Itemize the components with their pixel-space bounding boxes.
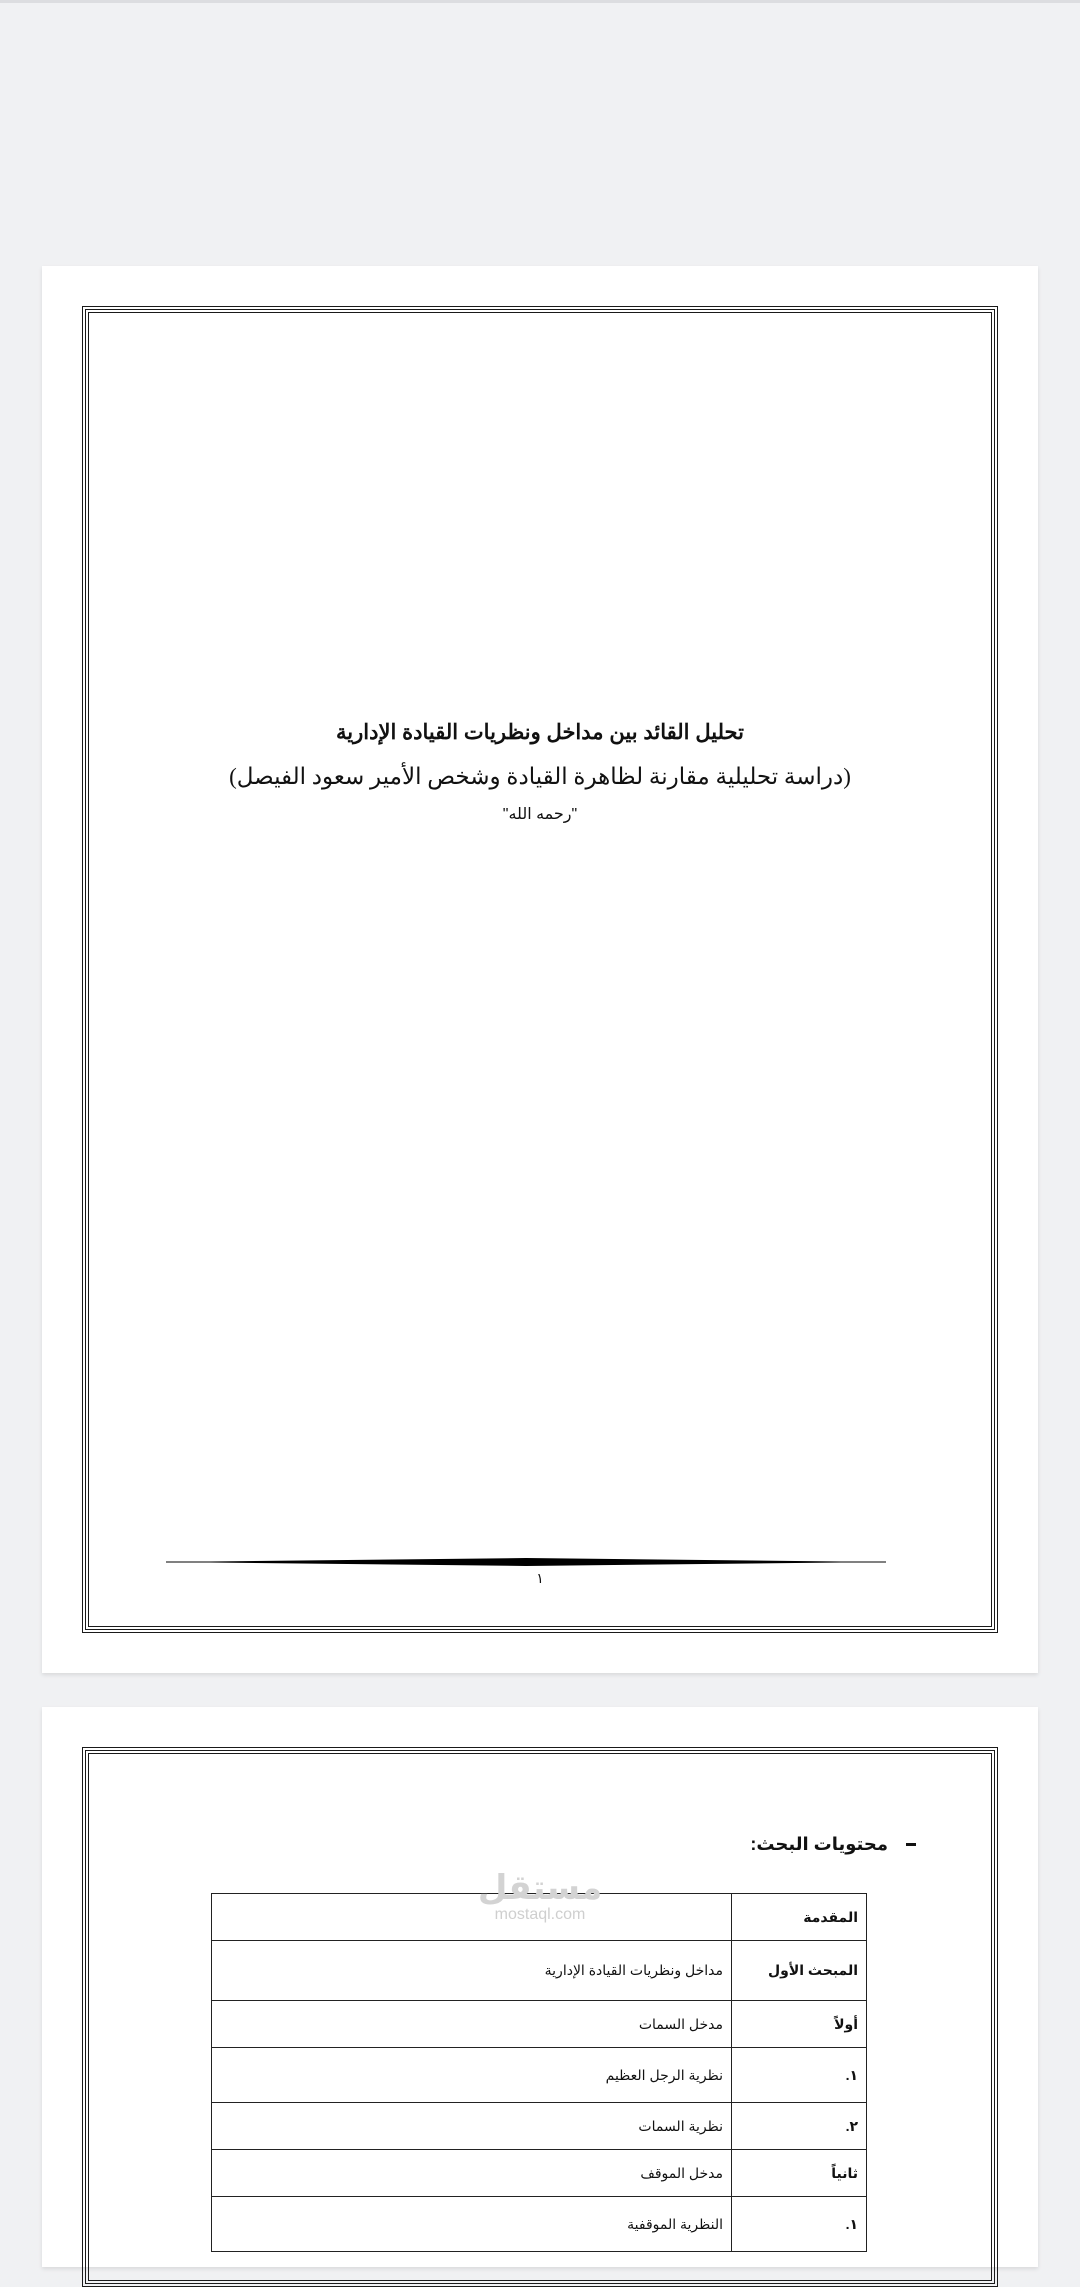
toc-label: ثانياً: [732, 2150, 867, 2197]
toc-label: المبحث الأول: [732, 1941, 867, 2001]
page-border: [82, 306, 998, 1633]
toc-heading: [750, 1834, 916, 1855]
document-page-1: [42, 266, 1038, 1673]
toc-label: المقدمة: [732, 1894, 867, 1941]
toc-text: [212, 1894, 732, 1941]
document-subtitle: (دراسة تحليلية مقارنة لظاهرة القيادة وشخص الأمير سعود الفيصل): [229, 764, 851, 789]
toc-label: أولاً: [732, 2001, 867, 2048]
toc-label: ١.: [732, 2048, 867, 2103]
document-page-2: [42, 1707, 1038, 2267]
toc-text: نظرية الرجل العظيم: [212, 2048, 732, 2103]
toc-text: نظرية السمات: [212, 2103, 732, 2150]
page-number: ١: [536, 1570, 544, 1586]
document-note: "رحمه الله": [502, 806, 578, 823]
watermark-arabic: مستقل: [477, 1869, 603, 1907]
toc-label: ٢.: [732, 2103, 867, 2150]
watermark-latin: mostaql.com: [494, 1906, 586, 1923]
toc-table: [211, 1893, 867, 2252]
table-row: [212, 1894, 867, 1941]
table-row: [212, 2103, 867, 2150]
toc-text: مدخل الموقف: [212, 2150, 732, 2197]
table-row: [212, 1941, 867, 2001]
toc-label: ١.: [732, 2197, 867, 2252]
table-row: [212, 2150, 867, 2197]
toc-text: النظرية الموقفية: [212, 2197, 732, 2252]
table-row: [212, 2197, 867, 2252]
document-title: تحليل القائد بين مداخل ونظريات القيادة الإدارية: [336, 721, 744, 744]
cover-title-block: [84, 718, 996, 826]
table-row: [212, 2001, 867, 2048]
toc-heading-text: محتويات البحث:: [750, 1834, 888, 1854]
table-row: [212, 2048, 867, 2103]
toc-text: مداخل ونظريات القيادة الإدارية: [212, 1941, 732, 2001]
top-edge: [0, 0, 1080, 3]
toc-text: مدخل السمات: [212, 2001, 732, 2048]
footer-ornament-line: [166, 1555, 886, 1569]
bullet-dash: [906, 1843, 916, 1846]
